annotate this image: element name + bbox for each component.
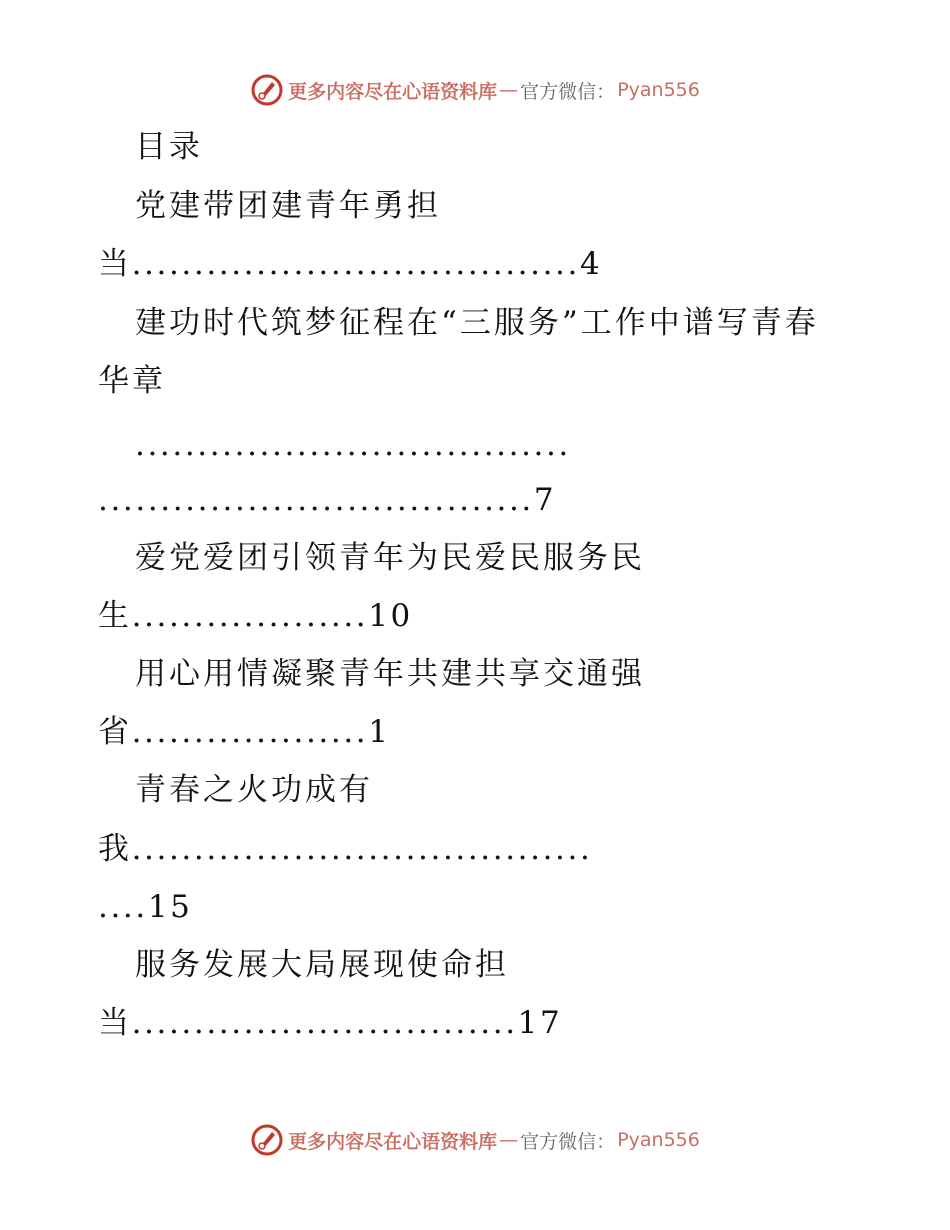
header-watermark [0, 70, 950, 110]
toc-title: 目录 [135, 129, 203, 165]
watermark-site: 更多内容尽在心语资料库 [288, 1130, 498, 1153]
watermark-id: Pyan556 [617, 79, 700, 101]
quill-logo-icon [250, 73, 284, 107]
watermark-label: 官方微信： [520, 80, 616, 103]
watermark-id: Pyan556 [617, 1129, 700, 1151]
quill-logo-icon [250, 1123, 284, 1157]
toc-entry-leader: 生...................10 [98, 598, 413, 634]
toc-entry-title: 用心用情凝聚青年共建共享交通强 [135, 656, 645, 692]
watermark-label: 官方微信： [520, 1130, 616, 1153]
watermark-site: 更多内容尽在心语资料库 [288, 80, 498, 103]
toc-entry-title: 服务发展大局展现使命担 [135, 947, 509, 983]
toc-entry-leader: ................................... [135, 427, 571, 463]
toc-entry-title: 爱党爱团引领青年为民爱民服务民 [135, 540, 645, 576]
toc-entry-title-cont: 华章 [98, 363, 166, 399]
toc-entry-title: 建功时代筑梦征程在“三服务”工作中谱写青春 [135, 305, 819, 341]
toc-entry-leader: ....15 [98, 889, 193, 925]
toc-entry-leader: ...................................7 [98, 482, 557, 518]
toc-entry-leader: 当...............................17 [98, 1005, 563, 1041]
toc-entry-leader: 省...................1 [98, 714, 391, 750]
watermark-dash: — [499, 1129, 519, 1151]
toc-entry-title: 党建带团建青年勇担 [135, 188, 441, 224]
toc-entry-leader: 当....................................4 [98, 246, 603, 282]
toc-entry-leader: 我..................................... [98, 831, 593, 867]
toc-entry-title: 青春之火功成有 [135, 772, 373, 808]
footer-watermark [0, 1120, 950, 1160]
watermark-dash: — [499, 79, 519, 101]
